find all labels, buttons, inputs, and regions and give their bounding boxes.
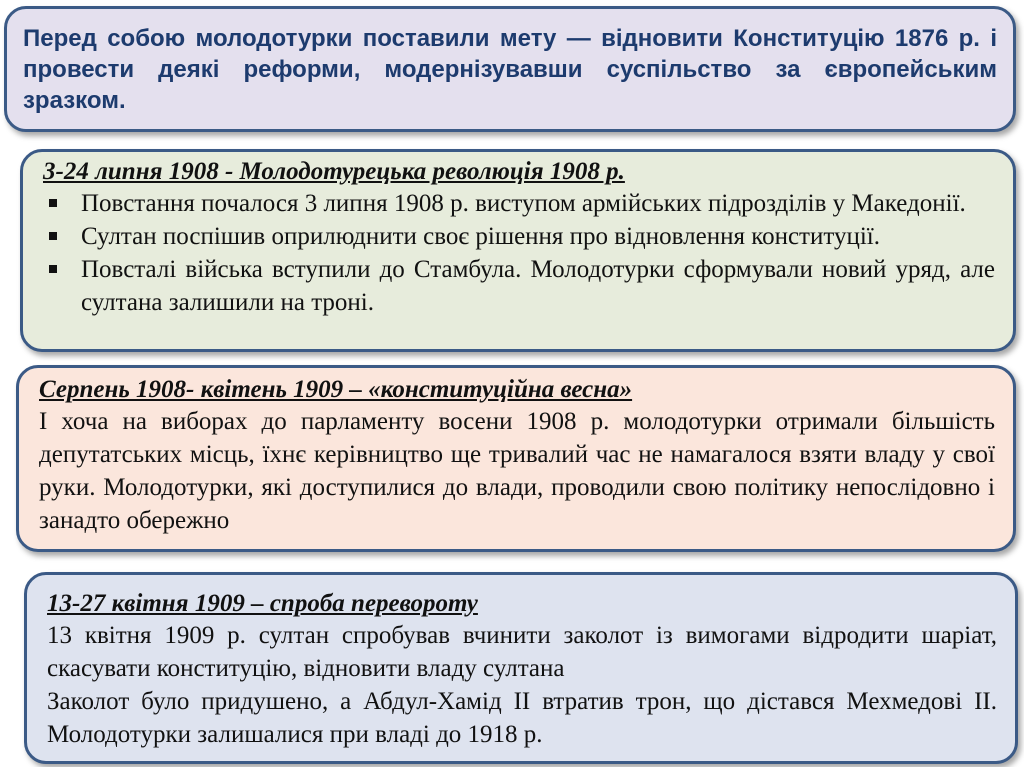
square-bullet-icon [49,232,57,240]
revolution-box [20,149,1016,352]
square-bullet-icon [49,199,57,207]
bullet-text: Повстання почалося 3 липня 1908 р. виступом армійських підрозділів у Македонії. [81,190,966,217]
intro-text: Перед собою молодотурки поставили мету — відновити Конституцію 1876 р. і провести деякі реформи, модернізувавши суспільство за європейським зразком. [23,25,997,114]
bullet-text: Султан поспішив оприлюднити своє рішення про відновлення конституції. [81,223,880,250]
bullet-item [43,187,995,220]
revolution-heading: 3-24 липня 1908 - Молодотурецька революція 1908 р. [43,158,625,185]
coup-heading: 13-27 квітня 1909 – спроба перевороту [47,590,478,617]
bullet-item [43,253,995,319]
coup-paragraph-2: Заколот було придушено, а Абдул-Хамід ІІ втратив трон, що дістався Мехмедові ІІ. Молодотурки залишалися при владі до 1918 р. [47,688,997,748]
spring-heading: Серпень 1908- квітень 1909 – «конституційна весна» [39,376,633,403]
intro-box [4,6,1016,132]
spring-text: І хоча на виборах до парламенту восени 1908 р. молодотурки отримали більшість депутатських місць, їхнє керівництво ще тривалий час не намагалося взяти владу у свої руки. Молодотурки, які доступилися до влади, проводили свою політику непослідовно і занадто обережно [39,408,995,534]
coup-paragraph-1: 13 квітня 1909 р. султан спробував вчинити заколот із вимогами відродити шаріат, скасувати конституцію, відновити владу султана [47,622,997,682]
coup-box [24,572,1018,764]
bullet-item [43,220,995,253]
square-bullet-icon [49,265,57,273]
bullet-text: Повсталі війська вступили до Стамбула. Молодотурки сформували новий уряд, але султана залишили на троні. [81,256,995,316]
revolution-bullet-list [43,187,995,319]
spring-box [16,365,1016,552]
